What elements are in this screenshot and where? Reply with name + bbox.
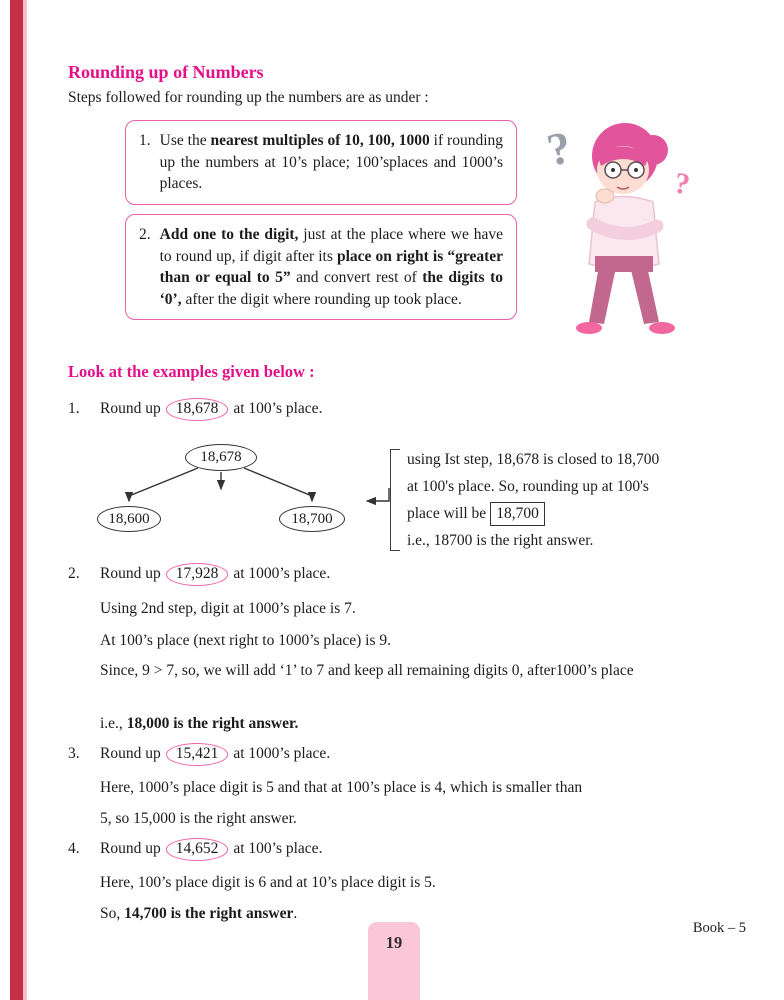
example-1-number: 1. xyxy=(68,400,80,417)
step-2-text: Add one to the digit, just at the place where we have to round up, if digit after its place on right is “greater than or equal to 5” and convert rest of the digits to ‘0’, after the digit where rounding up took place. xyxy=(159,226,504,308)
step-1-number: 1. xyxy=(139,132,151,149)
example-3-body-2: 5, so 15,000 is the right answer. xyxy=(100,810,297,827)
example-4-body-1: Here, 100’s place digit is 6 and at 10’s place digit is 5. xyxy=(100,874,436,891)
example-3-circled-number: 15,421 xyxy=(166,743,229,766)
diagram-node-top: 18,678 xyxy=(185,444,257,471)
hand-on-chin xyxy=(596,189,614,203)
example-1-pre: Round up xyxy=(100,400,161,417)
step-box-1 xyxy=(125,120,517,205)
step-box-2 xyxy=(125,214,517,320)
example-2-pre: Round up xyxy=(100,565,161,582)
arrow-note-to-diagram xyxy=(367,488,389,501)
example-2-circled-number: 17,928 xyxy=(166,563,229,586)
examples-heading: Look at the examples given below : xyxy=(68,362,315,381)
eye xyxy=(611,168,615,172)
example-4-number: 4. xyxy=(68,840,80,857)
example-3-body-1: Here, 1000’s place digit is 5 and that at 100’s place is 4, which is smaller than xyxy=(100,779,583,796)
example-2-post: at 1000’s place. xyxy=(233,565,331,582)
question-mark-icon: ? xyxy=(542,121,576,176)
example-4-line xyxy=(68,838,322,861)
right-leg xyxy=(631,266,659,324)
left-shoe xyxy=(576,322,602,334)
eye xyxy=(634,168,638,172)
note-line-3 xyxy=(407,500,712,527)
example-1-line xyxy=(68,398,322,421)
example-2-body-3: Since, 9 > 7, so, we will add ‘1’ to 7 and keep all remaining digits 0, after1000’s place xyxy=(100,662,634,679)
arrow-to-left-node xyxy=(129,468,198,501)
left-margin-red-bar xyxy=(10,0,23,1000)
example-2-number: 2. xyxy=(68,565,80,582)
page-number-tab xyxy=(368,922,420,1000)
left-leg xyxy=(589,266,615,324)
diagram-node-right: 18,700 xyxy=(279,506,345,532)
note-line-3-text: place will be xyxy=(407,505,487,522)
step-2-number: 2. xyxy=(139,226,151,243)
example-1-note xyxy=(390,446,712,554)
note-bracket xyxy=(390,449,400,551)
diagram-arrows xyxy=(90,440,400,555)
left-margin-pink-stripe xyxy=(23,0,27,1000)
arrow-to-right-node xyxy=(244,468,312,501)
note-line-2: at 100's place. So, rounding up at 100's xyxy=(407,478,649,495)
example-2-body-1: Using 2nd step, digit at 1000’s place is 7. xyxy=(100,600,356,617)
example-4-post: at 100’s place. xyxy=(233,840,323,857)
example-2-line xyxy=(68,563,330,586)
note-line-4: i.e., 18700 is the right answer. xyxy=(407,532,594,549)
example-3-post: at 1000’s place. xyxy=(233,745,331,762)
example-3-line xyxy=(68,743,330,766)
example-4-circled-number: 14,652 xyxy=(166,838,229,861)
intro-text: Steps followed for rounding up the numbers are as under : xyxy=(68,89,429,106)
note-line-1: using Ist step, 18,678 is closed to 18,700 xyxy=(407,451,660,468)
example-2-body-4: i.e., 18,000 is the right answer. xyxy=(100,715,299,732)
example-1-circled-number: 18,678 xyxy=(166,398,229,421)
example-4-body-2: So, 14,700 is the right answer. xyxy=(100,905,298,922)
page-title: Rounding up of Numbers xyxy=(68,62,264,82)
thinking-child-illustration xyxy=(533,110,723,350)
right-shoe xyxy=(649,322,675,334)
question-mark-icon: ? xyxy=(671,166,693,202)
example-3-pre: Round up xyxy=(100,745,161,762)
step-1-text: Use the nearest multiples of 10, 100, 1000 if rounding up the numbers at 10’s place; 100’splaces and 1000’s places. xyxy=(159,132,504,192)
book-label: Book – 5 xyxy=(692,920,746,936)
page-number: 19 xyxy=(385,933,403,952)
diagram-node-left: 18,600 xyxy=(97,506,161,532)
example-1-post: at 100’s place. xyxy=(233,400,323,417)
note-boxed-answer: 18,700 xyxy=(490,502,545,526)
example-3-number: 3. xyxy=(68,745,80,762)
example-2-body-2: At 100’s place (next right to 1000’s place) is 9. xyxy=(100,632,391,649)
example-4-pre: Round up xyxy=(100,840,161,857)
